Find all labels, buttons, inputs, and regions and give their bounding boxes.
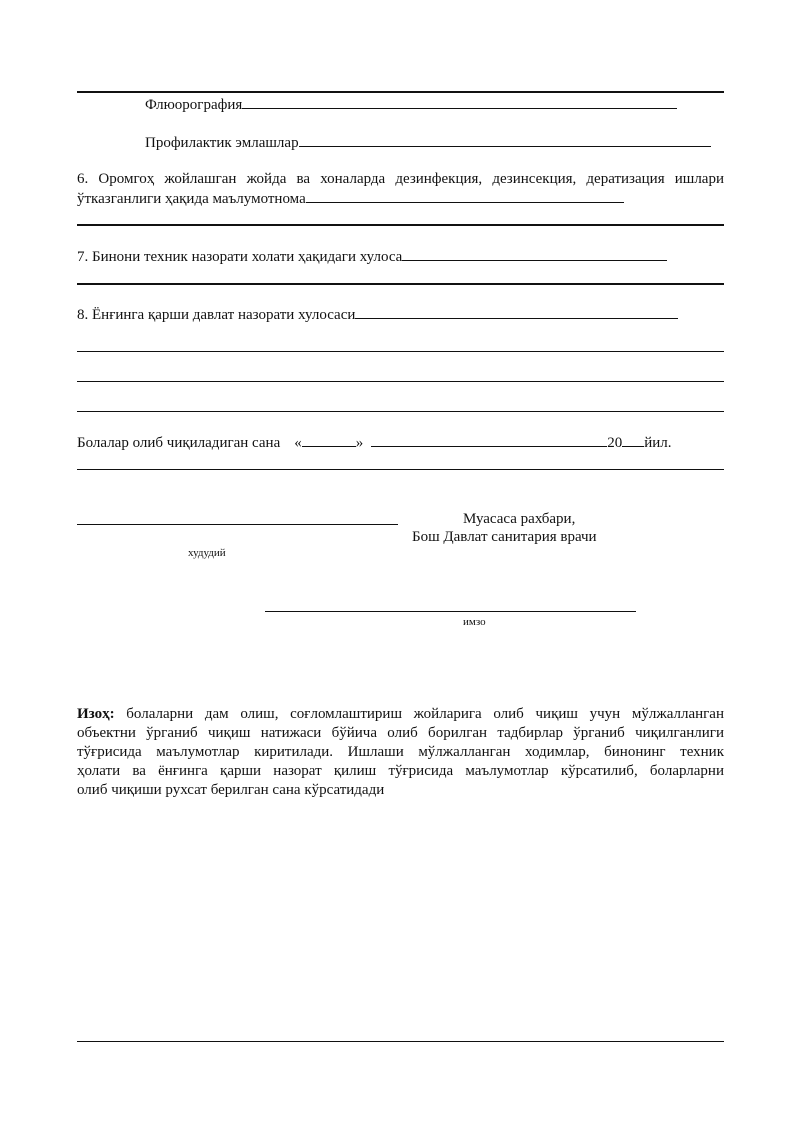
note-line-3: тўғрисида маълумотлар киритилади. Ишлаши мўлжалланган ходимлар, бинонинг техник [77,744,724,760]
year-prefix: 20 [607,435,623,451]
note-label: Изоҳ: [77,706,115,722]
section-8-rule-1[interactable] [77,351,724,352]
departure-day-blank[interactable] [302,432,356,447]
section-8-blank[interactable] [355,304,678,319]
note-block [77,705,724,800]
section-6-label: ўтказганлиги ҳақида маълумотнома [77,191,306,207]
departure-rule [77,469,724,470]
open-quote: « [294,435,302,451]
fluorography-blank[interactable] [242,94,677,109]
section-6-rule [77,224,724,226]
section-6-line-2 [77,188,624,209]
vaccinations-field [145,132,711,153]
vaccinations-label: Профилактик эмлашлар [145,135,299,151]
vaccinations-blank[interactable] [299,132,711,147]
regional-signature-line[interactable] [77,524,398,525]
fluorography-label: Флюорография [145,97,243,113]
section-8-line [77,304,678,325]
note-line-4: ҳолати ва ёнғинга қарши назорат қилиш тўғрисида маълумотлар кўрсатилиб, боларларни [77,763,724,779]
head-title-line-1: Муасаса рахбари, [463,511,576,527]
bottom-rule [77,1041,724,1042]
section-7-line [77,246,667,267]
departure-date-label: Болалар олиб чиқиладиган сана [77,435,281,451]
note-line-5: олиб чиқиши рухсат берилган сана кўрсатидади [77,782,385,798]
section-7-label: 7. Бинони техник назорати холати ҳақидаги хулоса [77,249,403,265]
note-line-1-text: болаларни дам олиш, соғломлаштириш жойларига олиб чиқиш учун мўлжалланган [126,706,724,722]
section-6-line-1: 6. Оромгоҳ жойлашган жойда ва хоналарда дезинфекция, дезинсекция, дератизация ишлари [77,171,724,187]
section-8-rule-3[interactable] [77,411,724,412]
note-line-1 [77,705,724,724]
section-7-rule [77,283,724,285]
region-caption: худудий [188,547,226,559]
signature-line[interactable] [265,611,636,612]
section-8-rule-2[interactable] [77,381,724,382]
note-line-2: объектни ўрганиб чиқиш натижаси бўйича олиб борилган тадбирлар ўрганиб чиқилганлиги [77,725,724,741]
head-title-line-2: Бош Давлат санитария врачи [412,529,597,545]
top-rule [77,91,724,93]
section-7-blank[interactable] [402,246,667,261]
section-8-label: 8. Ёнғинга қарши давлат назорати хулосаси [77,307,356,323]
departure-month-blank[interactable] [371,432,607,447]
fluorography-field [145,94,677,115]
year-suffix: йил. [644,435,672,451]
close-quote: » [355,435,364,451]
signature-caption: имзо [463,616,486,628]
section-6-blank[interactable] [306,188,624,203]
departure-date-line [77,432,672,453]
departure-year-blank[interactable] [622,432,644,447]
